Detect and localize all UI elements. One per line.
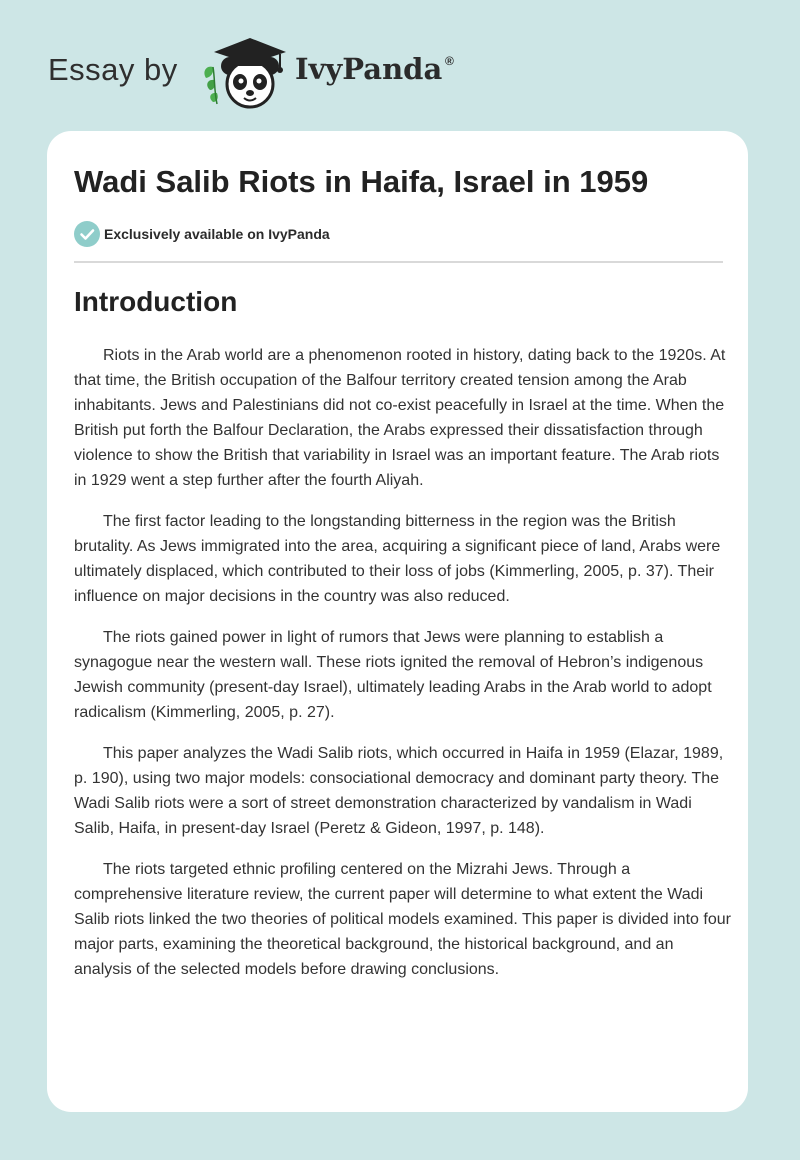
section-heading: Introduction xyxy=(74,286,238,317)
panda-graduate-icon xyxy=(200,34,290,110)
brand-prefix: Essay by xyxy=(48,52,178,87)
paragraph: The first factor leading to the longstanding bitterness in the region was the British brutality. As Jews immigrated into the area, acquiring a significant piece of land, Arabs were ultimately displaced, which contributed to their loss of jobs (Kimmerling, 2005, p. 37). Their influence on major decisions in the country was also reduced. xyxy=(74,513,721,605)
essay-title: Wadi Salib Riots in Haifa, Israel in 1959 xyxy=(74,164,649,199)
paragraph: This paper analyzes the Wadi Salib riots, which occurred in Haifa in 1959 (Elazar, 1989, p. 190), using two major models: consociational democracy and dominant party theory. The Wadi Salib riots were a sort of street demonstration characterized by vandalism in Wadi Salib, Haifa, in present-day Israel (Peretz & Gideon, 1997, p. 148). xyxy=(74,745,724,837)
paragraph: The riots gained power in light of rumors that Jews were planning to establish a synagogue near the western wall. These riots ignited the removal of Hebron’s indigenous Jewish community (present-day Israel), ultimately leading Arabs in the Arab world to adopt radicalism (Kimmerling, 2005, p. 27). xyxy=(74,629,712,721)
essay-card xyxy=(47,131,748,1112)
check-circle-icon xyxy=(74,221,100,247)
paragraph: Riots in the Arab world are a phenomenon rooted in history, dating back to the 1920s. At that time, the British occupation of the Balfour territory created tension among the Arab inhabitants. Jews and Palestinians did not co-exist peacefully in Israel at the time. When the British put forth the Balfour Declaration, the Arabs expressed their dissatisfaction through violence to show the British that variability in Israel was an important feature. The Arab riots in 1929 went a step further after the fourth Aliyah. xyxy=(74,347,726,489)
brand-name: IvyPanda xyxy=(295,52,443,86)
paragraph: The riots targeted ethnic profiling centered on the Mizrahi Jews. Through a comprehensive literature review, the current paper will determine to what extent the Wadi Salib riots linked the two theories of political models examined. This paper is divided into four major parts, examining the theoretical background, the historical background, and an analysis of the selected models before drawing conclusions. xyxy=(74,861,731,978)
title-divider xyxy=(74,261,723,263)
essay-body xyxy=(74,343,734,998)
brand-header xyxy=(48,30,468,112)
registered-mark: ® xyxy=(445,54,454,68)
exclusive-badge-text: Exclusively available on IvyPanda xyxy=(104,226,330,242)
